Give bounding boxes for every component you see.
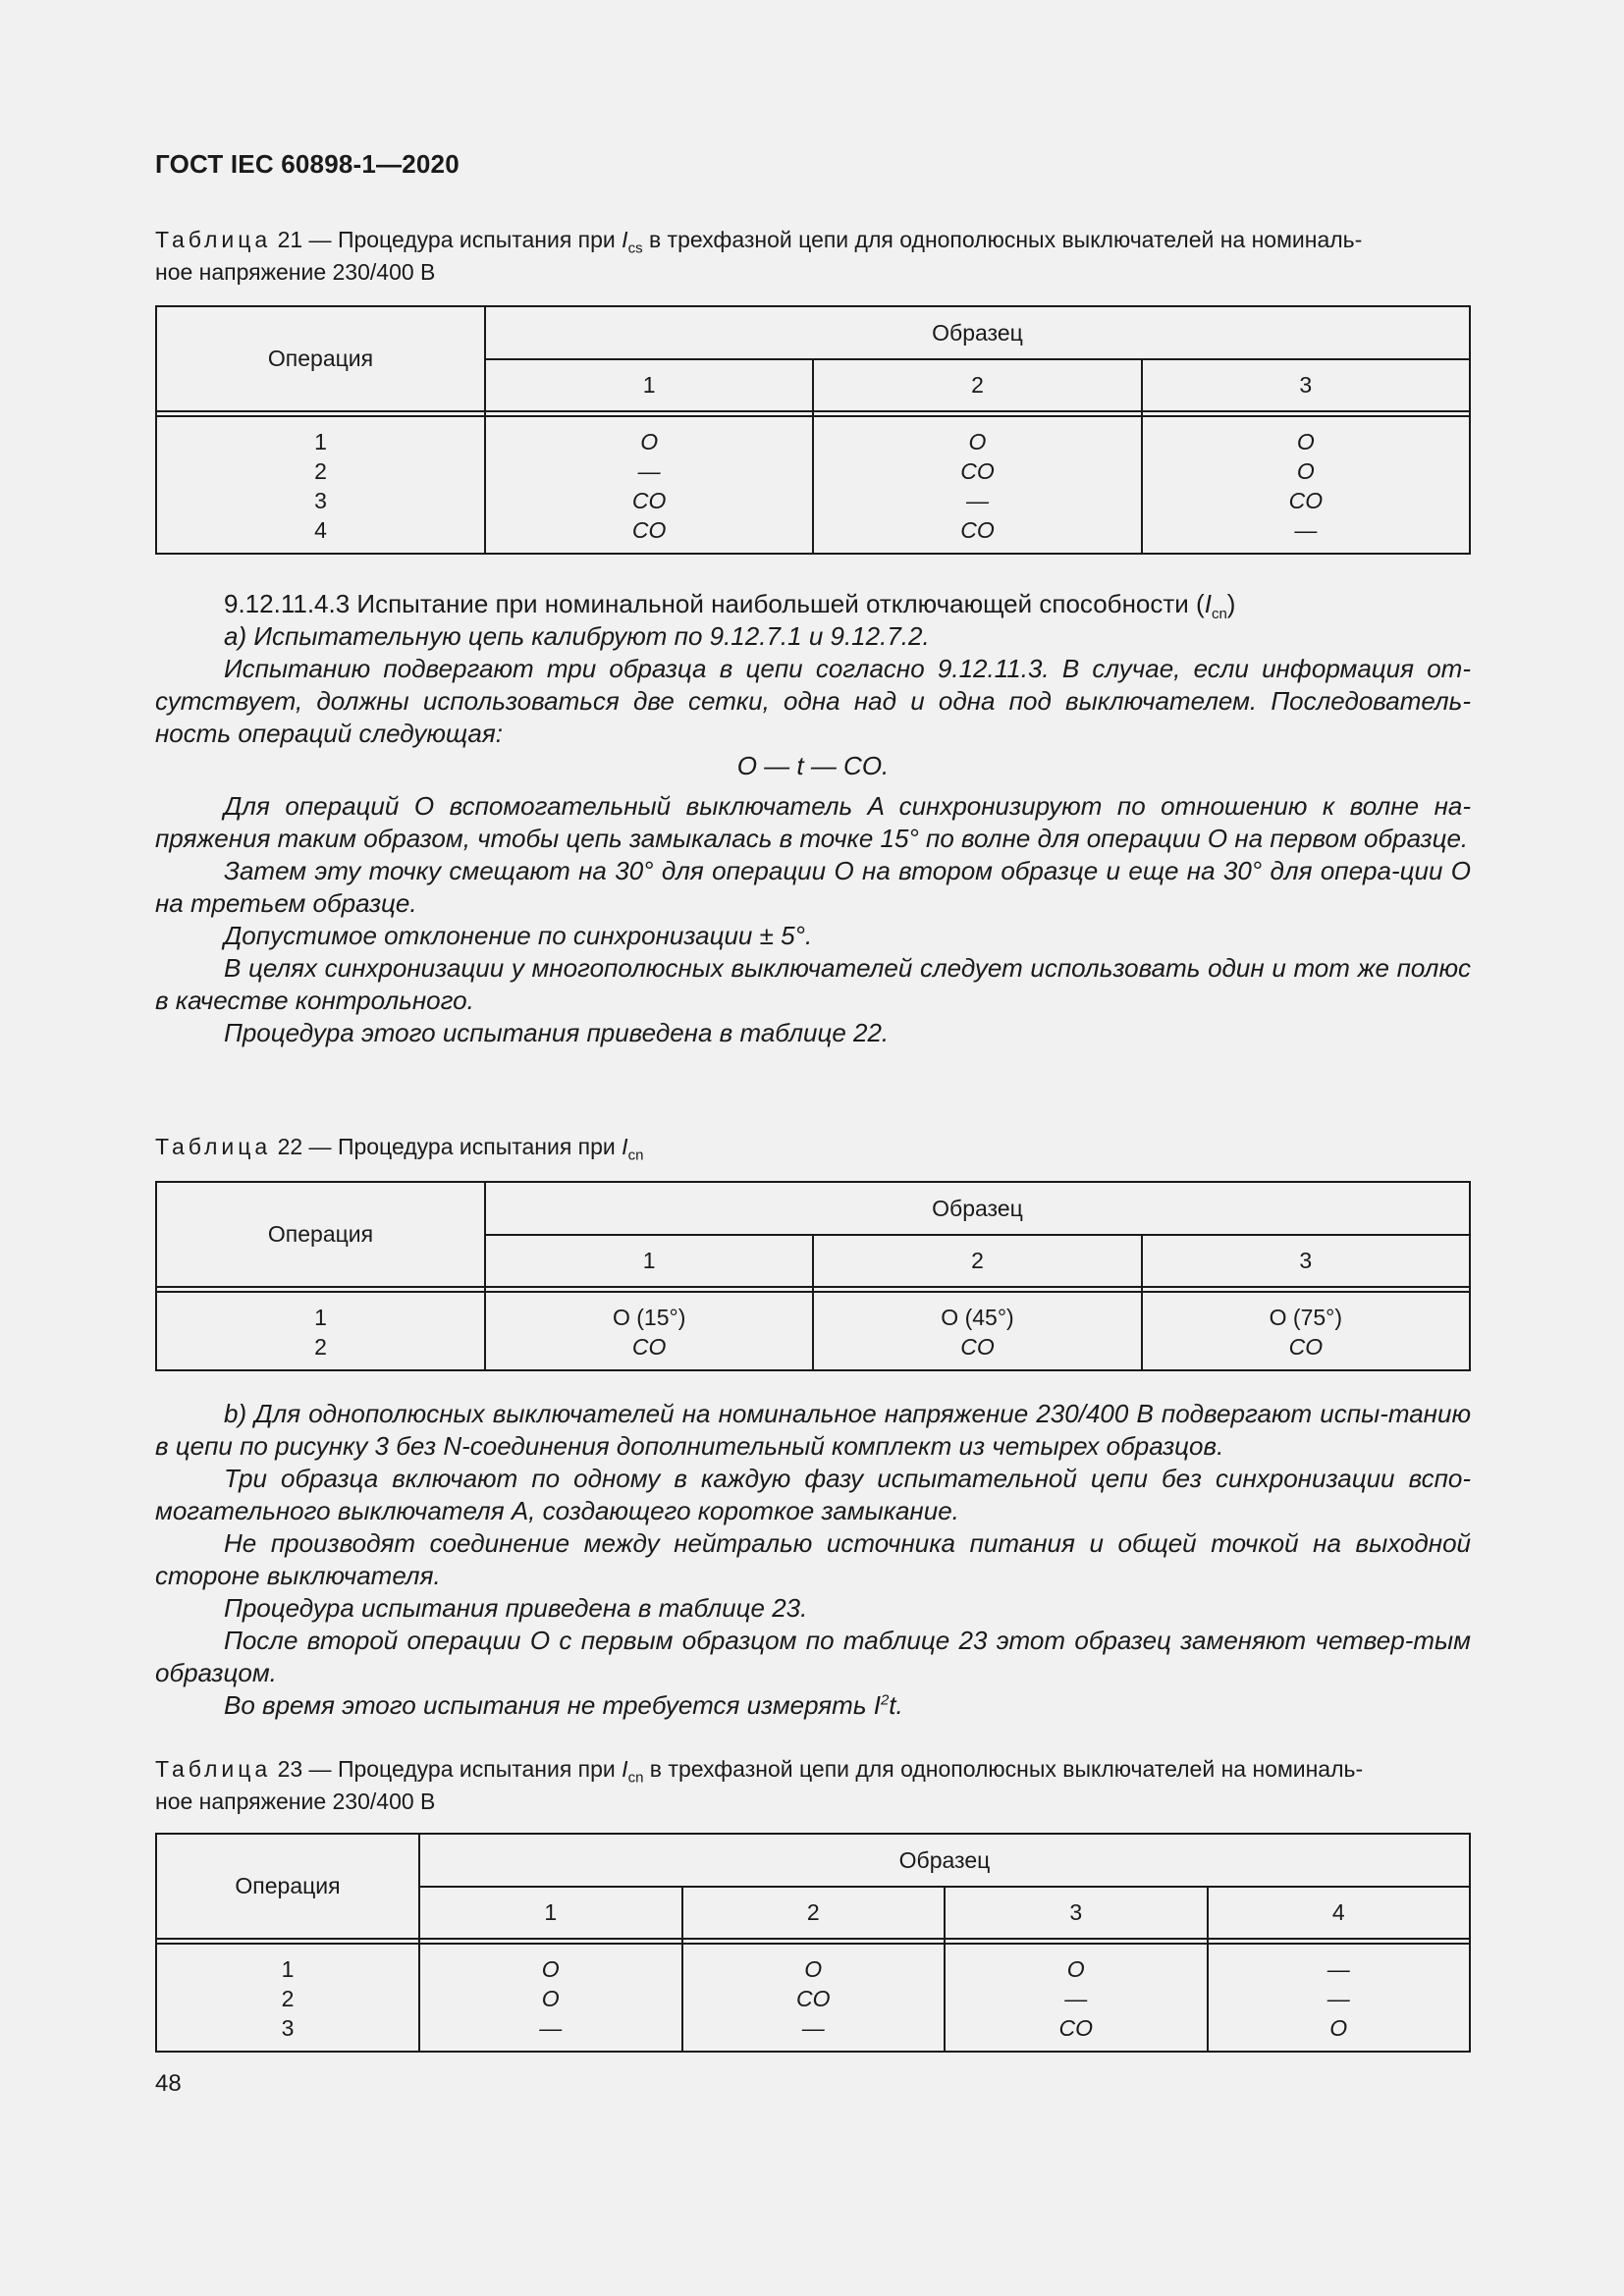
table-caption-word: Таблица [155, 227, 272, 252]
operation-column [156, 416, 485, 554]
sample-header: Образец [419, 1834, 1470, 1887]
table-cell: — [965, 488, 989, 513]
table-cell: — [801, 2015, 825, 2041]
table-cell: O [1329, 2015, 1348, 2041]
operation-column [156, 1944, 419, 2052]
sample-number: 2 [813, 1235, 1141, 1287]
section-9-12-11-4-3 [155, 588, 1471, 1049]
operation-header: Операция [156, 306, 485, 411]
table-cell: O [968, 429, 987, 454]
current-symbol: I [622, 227, 628, 252]
sample-number: 2 [682, 1887, 946, 1939]
sample-number: 3 [1142, 1235, 1470, 1287]
table-cell: O [1066, 1956, 1085, 1982]
table-caption-word: Таблица [155, 1134, 272, 1159]
current-symbol: I [622, 1756, 628, 1782]
current-subscript: cn [1211, 606, 1227, 623]
sample-3-column [1142, 416, 1470, 554]
sample-number: 4 [1208, 1887, 1471, 1939]
sample-number: 1 [485, 1235, 813, 1287]
page-number: 48 [155, 2070, 182, 2097]
table-cell: CO [631, 488, 667, 513]
table-cell: — [1326, 1986, 1350, 2011]
paragraph: Не производят соединение между нейтралью источника питания и общей точкой на выходной стороне выключателя. [155, 1528, 1471, 1590]
caption-text: 22 — Процедура испытания при [271, 1134, 623, 1159]
table-cell: CO [960, 458, 995, 484]
paragraph: Испытанию подвергают три образца в цепи согласно 9.12.11.3. В случае, если информация от-сутствует, должны использоваться две сетки, одна над и одна под выключателем. Последователь-ность операций следующая: [155, 654, 1471, 748]
caption-line-2: ное напряжение 230/400 В [155, 1789, 436, 1814]
table-cell: O [541, 1986, 560, 2011]
formula: O — t — CO. [736, 751, 890, 780]
paragraph-text: t. [889, 1690, 903, 1720]
table-cell: 2 [314, 458, 327, 484]
table-23-caption [155, 1753, 1471, 1818]
table-cell: CO [796, 1986, 831, 2011]
operation-column [156, 1292, 485, 1370]
table-cell: CO [1288, 488, 1324, 513]
table-cell: CO [631, 1334, 667, 1360]
table-cell: — [1294, 517, 1318, 543]
caption-line-2: ное напряжение 230/400 В [155, 259, 436, 285]
paragraph: Для операций O вспомогательный выключатель A синхронизируют по отношению к волне на-пряжения таким образом, чтобы цепь замыкалась в точке 15° по волне для операции O на первом образце. [155, 791, 1471, 853]
table-cell: 4 [314, 517, 327, 543]
paragraph-text: Во время этого испытания не требуется измерять I [224, 1690, 881, 1720]
sample-number: 1 [419, 1887, 682, 1939]
current-symbol: I [622, 1134, 628, 1159]
table-23 [155, 1833, 1471, 2053]
sample-2-column [682, 1944, 946, 2052]
paragraph: После второй операции O с первым образцом по таблице 23 этот образец заменяют четвер-тым образцом. [155, 1626, 1471, 1687]
table-cell: O (75°) [1269, 1305, 1343, 1330]
current-subscript: cn [627, 1147, 644, 1164]
caption-text: 21 — Процедура испытания при [271, 227, 623, 252]
table-22 [155, 1181, 1471, 1371]
table-21-caption [155, 224, 1471, 289]
table-cell: — [1064, 1986, 1088, 2011]
sample-number: 2 [813, 359, 1141, 411]
sample-header: Образец [485, 306, 1470, 359]
paragraph: Затем эту точку смещают на 30° для операции O на втором образце и еще на 30° для опера-ции O на третьем образце. [155, 856, 1471, 918]
table-cell: O (15°) [612, 1305, 686, 1330]
table-cell: 3 [314, 488, 327, 513]
table-cell: — [539, 2015, 563, 2041]
sample-2-column [813, 416, 1141, 554]
table-cell: — [1326, 1956, 1350, 1982]
sample-3-column [945, 1944, 1208, 2052]
operation-header: Операция [156, 1834, 419, 1939]
heading-text: ) [1226, 589, 1236, 618]
paragraph: a) Испытательную цепь калибруют по 9.12.7.1 и 9.12.7.2. [224, 621, 930, 651]
sample-number: 1 [485, 359, 813, 411]
sample-1-column [485, 1292, 813, 1370]
paragraph [155, 1689, 1471, 1722]
operation-header: Операция [156, 1182, 485, 1287]
table-cell: CO [1288, 1334, 1324, 1360]
caption-text: 23 — Процедура испытания при [271, 1756, 623, 1782]
paragraph: Допустимое отклонение по синхронизации ± 5°. [224, 921, 813, 950]
table-cell: 1 [314, 1305, 327, 1330]
table-cell: O [541, 1956, 560, 1982]
table-cell: 3 [281, 2015, 295, 2041]
table-cell: — [637, 458, 661, 484]
table-cell: 1 [314, 429, 327, 454]
document-code: ГОСТ IEC 60898-1—2020 [155, 149, 460, 179]
heading-text: 9.12.11.4.3 Испытание при номинальной наибольшей отключающей способности ( [224, 589, 1205, 618]
table-cell: O (45°) [941, 1305, 1014, 1330]
sample-4-column [1208, 1944, 1471, 2052]
table-21 [155, 305, 1471, 555]
paragraph: Процедура этого испытания приведена в таблице 22. [224, 1018, 890, 1047]
paragraph: В целях синхронизации у многополюсных выключателей следует использовать один и тот же полюс в качестве контрольного. [155, 953, 1471, 1015]
sample-2-column [813, 1292, 1141, 1370]
table-cell: O [804, 1956, 823, 1982]
table-cell: O [1296, 458, 1315, 484]
table-cell: CO [960, 1334, 995, 1360]
current-subscript: cn [627, 1769, 644, 1787]
sample-number: 3 [945, 1887, 1208, 1939]
table-cell: 1 [281, 1956, 295, 1982]
paragraph: Процедура испытания приведена в таблице 23. [224, 1593, 808, 1623]
sample-number: 3 [1142, 359, 1470, 411]
sample-1-column [419, 1944, 682, 2052]
table-cell: O [640, 429, 659, 454]
caption-text: в трехфазной цепи для однополюсных выключателей на номиналь- [642, 227, 1363, 252]
table-caption-word: Таблица [155, 1756, 272, 1782]
sample-3-column [1142, 1292, 1470, 1370]
current-subscript: cs [627, 240, 643, 257]
table-cell: 2 [281, 1986, 295, 2011]
current-symbol: I [1204, 589, 1212, 618]
table-cell: O [1296, 429, 1315, 454]
superscript: 2 [880, 1691, 890, 1709]
table-cell: CO [1058, 2015, 1093, 2041]
table-cell: CO [960, 517, 995, 543]
section-heading [155, 588, 1471, 623]
paragraph: Три образца включают по одному в каждую фазу испытательной цепи без синхронизации вспо-могательного выключателя A, создающего короткое замыкание. [155, 1464, 1471, 1525]
table-cell: 2 [314, 1334, 327, 1360]
paragraph: b) Для однополюсных выключателей на номинальное напряжение 230/400 В подвергают испы-танию в цепи по рисунку 3 без N-соединения дополнительный комплект из четырех образцов. [155, 1399, 1471, 1461]
sample-header: Образец [485, 1182, 1470, 1235]
section-b [155, 1398, 1471, 1722]
table-22-caption [155, 1131, 1471, 1163]
caption-text: в трехфазной цепи для однополюсных выключателей на номиналь- [643, 1756, 1364, 1782]
sample-1-column [485, 416, 813, 554]
table-cell: CO [631, 517, 667, 543]
